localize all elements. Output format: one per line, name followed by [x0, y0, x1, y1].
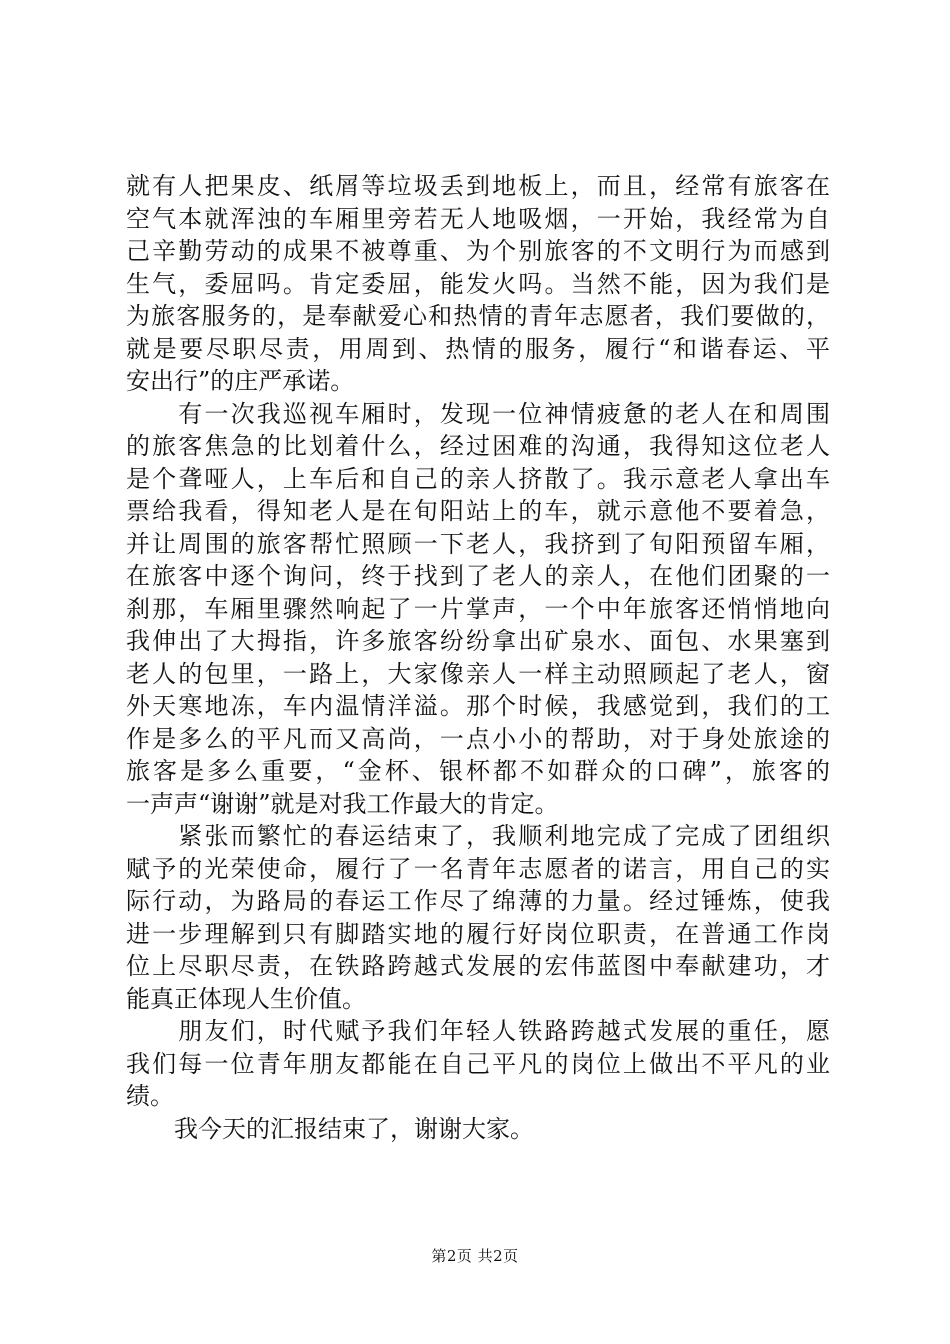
text-line: 一声声“谢谢”就是对我工作最大的肯定。 — [126, 789, 559, 818]
text-line: 进一步理解到只有脚踏实地的履行好岗位职责，在普通工作岗 — [126, 919, 830, 948]
text-line: 是个聋哑人，上车后和自己的亲人挤散了。我示意老人拿出车 — [126, 464, 830, 493]
text-line: 我伸出了大拇指，许多旅客纷纷拿出矿泉水、面包、水果塞到 — [126, 627, 830, 655]
text-line: 位上尽职尽责，在铁路跨越式发展的宏伟蓝图中奉献建功，才 — [126, 952, 830, 980]
text-line: 就有人把果皮、纸屑等垃圾丢到地板上，而且，经常有旅客在 — [126, 172, 830, 200]
text-line: 际行动，为路局的春运工作尽了绵薄的力量。经过锤炼，使我 — [126, 887, 830, 915]
text-line: 安出行”的庄严承诺。 — [126, 367, 355, 395]
text-line: 老人的包里，一路上，大家像亲人一样主动照顾起了老人，窗 — [126, 659, 830, 688]
text-line: 绩。 — [126, 1082, 174, 1110]
text-line: 为旅客服务的，是奉献爱心和热情的青年志愿者，我们要做的， — [126, 302, 830, 330]
text-line: 生气，委屈吗。肯定委屈，能发火吗。当然不能，因为我们是 — [126, 269, 830, 298]
text-line: 己辛勤劳动的成果不被尊重、为个别旅客的不文明行为而感到 — [126, 237, 830, 265]
text-line: 并让周围的旅客帮忙照顾一下老人，我挤到了旬阳预留车厢， — [126, 529, 830, 558]
document-body — [126, 170, 830, 1145]
text-line: 紧张而繁忙的春运结束了，我顺利地完成了完成了团组织 — [126, 822, 830, 850]
text-line: 我今天的汇报结束了，谢谢大家。 — [126, 1114, 534, 1143]
text-line: 作是多么的平凡而又高尚，一点小小的帮助，对于身处旅途的 — [126, 724, 830, 753]
text-line: 的旅客焦急的比划着什么，经过困难的沟通，我得知这位老人 — [126, 432, 830, 460]
text-line: 赋予的光荣使命，履行了一名青年志愿者的诺言，用自己的实 — [126, 854, 830, 883]
text-line: 我们每一位青年朋友都能在自己平凡的岗位上做出不平凡的业 — [126, 1049, 830, 1078]
page-footer: 第2页 共2页 — [431, 1247, 519, 1265]
text-line: 朋友们，时代赋予我们年轻人铁路跨越式发展的重任，愿 — [126, 1017, 830, 1045]
text-line: 能真正体现人生价值。 — [126, 984, 366, 1013]
text-line: 外天寒地冻，车内温情洋溢。那个时候，我感觉到，我们的工 — [126, 692, 830, 720]
text-line: 就是要尽职尽责，用周到、热情的服务，履行“和谐春运、平 — [126, 334, 830, 363]
text-line: 有一次我巡视车厢时，发现一位神情疲惫的老人在和周围 — [126, 399, 830, 428]
text-line: 空气本就浑浊的车厢里旁若无人地吸烟，一开始，我经常为自 — [126, 204, 830, 233]
text-line: 刹那，车厢里骤然响起了一片掌声，一个中年旅客还悄悄地向 — [126, 594, 830, 623]
text-line: 在旅客中逐个询问，终于找到了老人的亲人，在他们团聚的一 — [126, 562, 830, 590]
text-line: 票给我看，得知老人是在旬阳站上的车，就示意他不要着急， — [126, 497, 830, 525]
text-line: 旅客是多么重要，“金杯、银杯都不如群众的口碑”，旅客的 — [126, 757, 830, 785]
